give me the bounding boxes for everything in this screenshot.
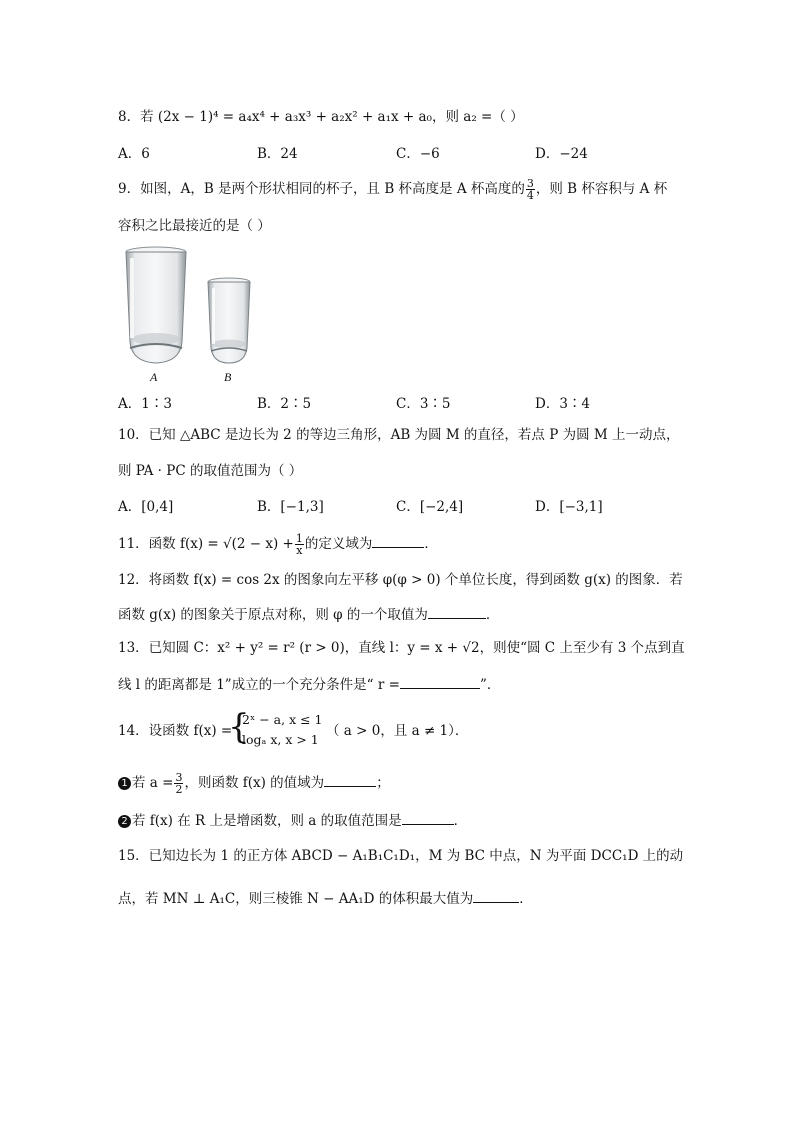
- cup-a: [126, 247, 186, 363]
- question-14-pre: 14．设函数 f(x) =: [118, 723, 233, 739]
- question-13-stem-line1: 13．已知圆 C：x² + y² = r² (r > 0)，直线 l：y = x + √2，则使“圆 C 上至少有 3 个点到直: [118, 640, 685, 656]
- question-13-stem-line2: [118, 674, 500, 695]
- q9-option-a: A．1∶3: [118, 396, 172, 412]
- q12-line2-text: 函数 g(x) 的图象关于原点对称，则 φ 的一个取值为: [118, 607, 428, 623]
- q11-period: ．: [424, 536, 438, 552]
- question-8-stem: 8．若 (2x − 1)⁴ = a₄x⁴ + a₃x³ + a₂x² + a₁x + a₀，则 a₂ =（ ）: [118, 109, 524, 125]
- q11-frac-num: 1: [295, 532, 303, 545]
- q13-answer-blank[interactable]: [400, 674, 480, 689]
- cup-b-label: B: [224, 370, 232, 384]
- q15-period: ．: [519, 891, 533, 907]
- q14-sub2-answer-blank[interactable]: [402, 810, 454, 825]
- q9-frac-num: 3: [526, 177, 534, 190]
- q11-answer-blank[interactable]: [372, 533, 424, 548]
- question-9-stem-line1: [118, 178, 667, 201]
- question-14-part-1: [118, 772, 390, 795]
- q9-frac-den: 4: [526, 189, 534, 202]
- circled-number-2: 2: [118, 815, 131, 828]
- question-15-stem-line2: [118, 888, 533, 909]
- q11-post: 的定义域为: [304, 536, 373, 552]
- q12-period: ．: [485, 607, 500, 623]
- q8-option-a: A．6: [118, 146, 150, 162]
- q8-option-d: D．−24: [535, 146, 588, 162]
- cup-a-label: A: [150, 370, 158, 384]
- q9-fraction: [526, 178, 535, 201]
- q10-option-d: D．[−3,1]: [535, 499, 603, 515]
- q14-sub1-answer-blank[interactable]: [324, 772, 376, 787]
- question-10-stem-line1: 10．已知 △ABC 是边长为 2 的等边三角形，AB 为圆 M 的直径，若点 P 为圆 M 上一动点，: [118, 427, 680, 443]
- q9-line1-post: ，则 B 杯容积与 A 杯: [535, 181, 668, 197]
- piecewise-case-1: 2ˣ − a, x ≤ 1: [242, 712, 323, 727]
- question-10-stem-line2: 则 PA · PC 的取值范围为（ ）: [118, 463, 303, 479]
- piecewise-case-2: logₐ x, x > 1: [242, 732, 319, 747]
- q10-option-a: A．[0,4]: [118, 499, 174, 515]
- q14-frac-den: 2: [175, 783, 183, 796]
- circled-number-1: 1: [118, 777, 131, 790]
- q15-line2-text: 点，若 MN ⊥ A₁C，则三棱锥 N − AA₁D 的体积最大值为: [118, 891, 474, 907]
- q9-option-d: D．3∶4: [535, 396, 591, 412]
- q11-fraction: [295, 533, 304, 556]
- q15-answer-blank[interactable]: [473, 888, 519, 903]
- q14-sub1-pre: 若 a =: [132, 775, 174, 791]
- q13-line2-pre: 线 l 的距离都是 1”成立的一个充分条件是“ r =: [118, 677, 400, 693]
- q8-option-b: B．24: [257, 146, 298, 162]
- question-12-stem-line2: [118, 604, 499, 625]
- q8-option-c: C．−6: [396, 146, 440, 162]
- q14-sub2-text: 若 f(x) 在 R 上是增函数，则 a 的取值范围是: [132, 813, 402, 829]
- q14-fraction: [174, 772, 183, 795]
- q12-answer-blank[interactable]: [428, 604, 486, 619]
- cups-illustration: [120, 244, 260, 368]
- q10-option-c: C．[−2,4]: [396, 499, 464, 515]
- q13-line2-post: ”．: [479, 677, 501, 693]
- question-14-post: （ a > 0，且 a ≠ 1）．: [326, 723, 469, 739]
- q9-option-b: B．2∶5: [257, 396, 312, 412]
- q14-sub2-period: ．: [453, 813, 468, 829]
- cup-b: [208, 278, 250, 363]
- piecewise-brace: {: [228, 707, 250, 747]
- question-15-stem-line1: 15．已知边长为 1 的正方体 ABCD − A₁B₁C₁D₁，M 为 BC 中点，N 为平面 DCC₁D 上的动: [118, 848, 684, 864]
- q14-sub1-end: ；: [376, 775, 390, 791]
- q11-pre: 11．函数 f(x) = √(2 − x) +: [118, 536, 294, 552]
- q11-frac-den: x: [296, 544, 303, 557]
- q14-frac-num: 3: [175, 771, 183, 784]
- question-11-stem: [118, 533, 438, 556]
- question-14-part-2: [118, 810, 467, 831]
- q14-sub1-post: ，则函数 f(x) 的值域为: [184, 775, 325, 791]
- question-12-stem-line1: 12．将函数 f(x) = cos 2x 的图象向左平移 φ(φ > 0) 个单位长度，得到函数 g(x) 的图象．若: [118, 572, 683, 588]
- q10-option-b: B．[−1,3]: [257, 499, 324, 515]
- q9-option-c: C．3∶5: [396, 396, 451, 412]
- question-9-stem-line2: 容积之比最接近的是（ ）: [118, 218, 271, 234]
- q9-line1-pre: 9．如图，A，B 是两个形状相同的杯子，且 B 杯高度是 A 杯高度的: [118, 181, 525, 197]
